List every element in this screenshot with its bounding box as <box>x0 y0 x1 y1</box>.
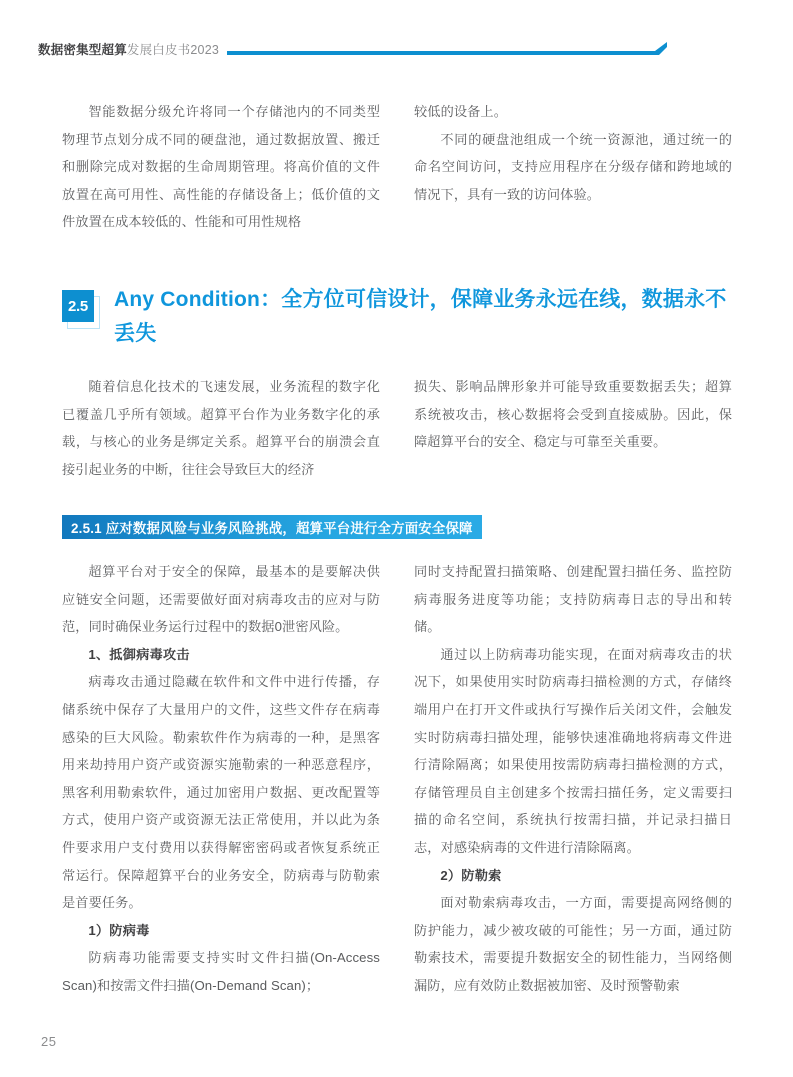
section-title: Any Condition：全方位可信设计，保障业务永远在线，数据永不丢失 <box>114 288 727 345</box>
header-rule <box>227 36 793 62</box>
running-header-title-strong: 数据密集型超算 <box>38 43 127 57</box>
subsection-heading-bar: 2.5.1 应对数据风险与业务风险挑战，超算平台进行全方面安全保障 <box>62 515 482 539</box>
section-intro-right-column <box>414 373 732 456</box>
section-intro-left-column <box>62 373 380 483</box>
inline-heading: 2）防勒索 <box>440 867 502 883</box>
running-header <box>0 36 793 62</box>
page-number: 25 <box>41 1034 57 1049</box>
running-header-title <box>38 40 219 58</box>
section-heading <box>62 283 737 351</box>
section-number-badge: 2.5 <box>62 290 94 322</box>
inline-heading: 1、抵御病毒攻击 <box>88 646 190 662</box>
paragraph: 超算平台对于安全的保障，最基本的是要解决供应链安全问题，还需要做好面对病毒攻击的应对与防范，同时确保业务运行过程中的数据0泄密风险。 <box>62 564 380 635</box>
paragraph: 通过以上防病毒功能实现，在面对病毒攻击的状况下，如果使用实时防病毒扫描检测的方式，存储终端用户在打开文件或执行写操作后关闭文件，会触发实时防病毒扫描处理，能够快速准确地将病毒文件进行清除隔离；如果使用按需防病毒扫描检测的方式，存储管理员自主创建多个按需扫描任务，定义需要扫描的命名空间，系统执行按需扫描，并记录扫描日志，对感染病毒的文件进行清除隔离。 <box>414 646 732 855</box>
subsection-right-column <box>414 558 732 1000</box>
running-header-title-light: 发展白皮书2023 <box>126 43 220 57</box>
paragraph: 智能数据分级允许将同一个存储池内的不同类型物理节点划分成不同的硬盘池，通过数据放置、搬迁和删除完成对数据的生命周期管理。将高价值的文件放置在高可用性、高性能的存储设备上；低价值的文件放置在成本较低的、性能和可用性规格 <box>62 104 380 230</box>
paragraph: 随着信息化技术的飞速发展，业务流程的数字化已覆盖几乎所有领域。超算平台作为业务数字化的承载，与核心的业务是绑定关系。超算平台的崩溃会直接引起业务的中断，往往会导致巨大的经济 <box>62 379 380 477</box>
paragraph: 损失、影响品牌形象并可能导致重要数据丢失；超算系统被攻击，核心数据将会受到直接威胁。因此，保障超算平台的安全、稳定与可靠至关重要。 <box>414 379 732 450</box>
paragraph: 不同的硬盘池组成一个统一资源池，通过统一的命名空间访问，支持应用程序在分级存储和跨地域的情况下，具有一致的访问体验。 <box>414 131 732 202</box>
inline-heading: 1）防病毒 <box>88 922 150 938</box>
section-number-badge-wrap <box>62 290 102 334</box>
paragraph: 防病毒功能需要支持实时文件扫描(On-Access Scan)和按需文件扫描(On-Demand Scan)； <box>62 950 380 993</box>
top-block-right-column <box>414 98 732 208</box>
paragraph: 同时支持配置扫描策略、创建配置扫描任务、监控防病毒服务进度等功能；支持防病毒日志的导出和转储。 <box>414 564 732 635</box>
paragraph: 面对勒索病毒攻击，一方面，需要提高网络侧的防护能力，减少被攻破的可能性；另一方面，通过防勒索技术，需要提升数据安全的韧性能力，当网络侧漏防，应有效防止数据被加密、及时预警勒索 <box>414 895 732 993</box>
paragraph: 病毒攻击通过隐藏在软件和文件中进行传播，存储系统中保存了大量用户的文件，这些文件存在病毒感染的巨大风险。勒索软件作为病毒的一种，是黑客用来劫持用户资产或资源实施勒索的一种恶意程序，黑客利用勒索软件，通过加密用户数据、更改配置等方式，使用户资产或资源无法正常使用，并以此为条件要求用户支付费用以获得解密密码或者恢复系统正常运行。保障超算平台的业务安全，防病毒与防勒索是首要任务。 <box>62 674 380 911</box>
subsection-left-column <box>62 558 380 1000</box>
paragraph: 较低的设备上。 <box>414 104 508 119</box>
top-block-left-column <box>62 98 380 236</box>
